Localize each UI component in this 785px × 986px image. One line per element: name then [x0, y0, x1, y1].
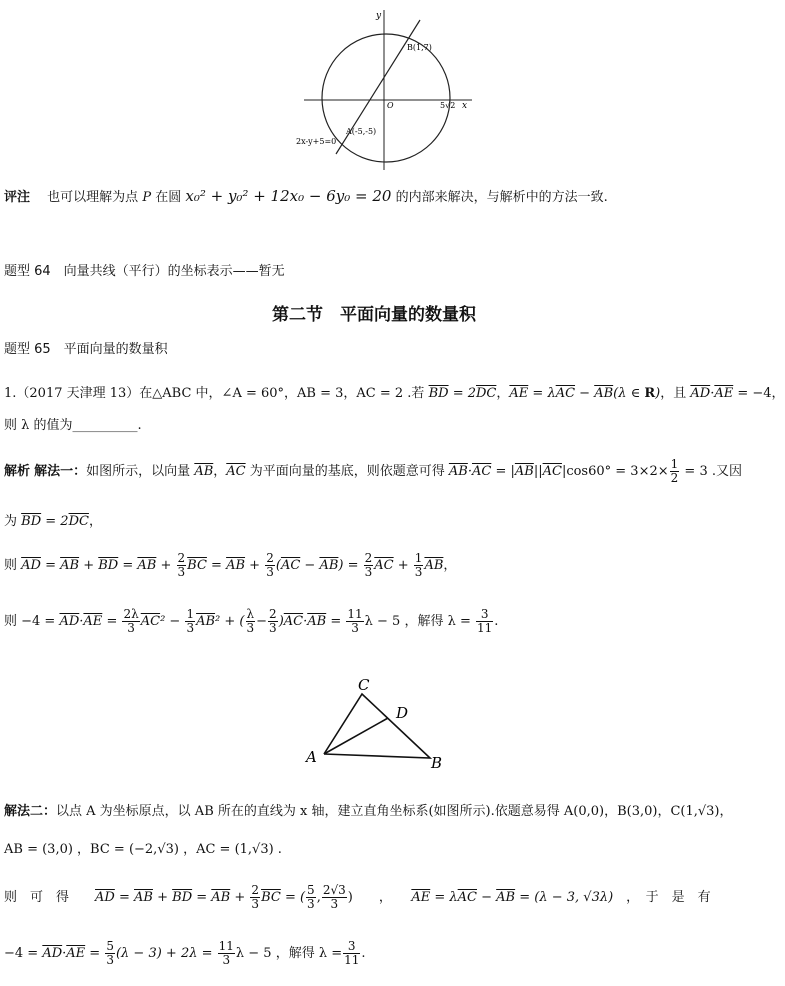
line-equation-label: 2x-y+5=0: [296, 137, 337, 146]
segment-ad: [324, 718, 388, 754]
problem-line1-pre: 1.（2017 天津理 13）在△ABC 中，∠A = 60°，AB = 3，AC = 2 .若: [4, 386, 429, 401]
y-axis-label: y: [376, 11, 382, 21]
solution2-line4: $-4 = \overline{AD}\cdot\overline{AE}$ = $\frac{5}{3}$ (λ − 3) + 2λ = $\frac{11}{3}$ λ − 5 ，解得 λ = $\frac{3}{11}$ .: [4, 939, 366, 967]
remark-text-pre: 也可以理解为点: [47, 190, 139, 205]
solution1-line1-pre: 如图所示，以向量: [86, 464, 195, 479]
solution1-line4-pre: 则 −4 =: [4, 614, 60, 629]
problem-vector-bd: $\overline{BD} = 2\overline{DC}$: [428, 386, 497, 401]
solution2-line2: AB = (3,0) ，BC = (−2,√3) ，AC = (1,√3) .: [4, 842, 282, 857]
solution1-line1-eq: cos60° = 3×2×: [566, 464, 669, 479]
solution2-line3: 则 可 得 $\overline{AD} = \overline{AB} + \overline{BD} = \overline{AB}$ + $\frac{2}{3}$ $\overline{BC}$ = ( $\frac{5}{3}$ , $\frac{2√3}{3}$ ) ， $\overline{AE} = \lambda\overline{AC} - \overline{AB} = (\lambda - 3$, √3λ) ， 于 是 有: [4, 883, 711, 911]
solution1-line3-pre: 则: [4, 558, 22, 573]
solution2-method: 解法二：: [4, 804, 57, 819]
remark-equation: x₀² + y₀² + 12x₀ − 6y₀ = 20: [185, 187, 392, 205]
remark-label: 评注: [4, 190, 31, 205]
solution1-line3: 则 $\overline{AD} = \overline{AB} + \overline{BD} = \overline{AB}$ + $\frac{2}{3}$ $\overline{BC} = \overline{AB}$ + $\frac{2}{3}$ $(\overline{AC} - \overline{AB})$ = $\frac{2}{3}$ $\overline{AC}$ + $\frac{1}{3}$ $\overline{AB}$，: [4, 551, 457, 579]
solution1-line1: 解析 解法一：如图所示，以向量 $\overline{AB}$，$\overline{AC}$ 为平面向量的基底，则依题意可得 $\overline{AB}\cdot\overline{AC} = |\overline{AB}||\overline{AC}|\cos 60^\circ = 3\times 2\times$ $\frac{1}{2}$ = 3 .又因: [4, 457, 742, 485]
vertex-c-label: C: [358, 676, 370, 694]
solution1-line4-post: λ − 5 ，解得 λ =: [364, 614, 475, 629]
solution1-line2-pre: 为: [4, 514, 22, 529]
solution2-line3-c: ， 于 是 有: [626, 890, 711, 905]
solution1-method: 解法一：: [34, 464, 87, 479]
triangle-abc: [324, 694, 430, 758]
triangle-figure: [300, 672, 450, 772]
remark-text-mid: 在圆: [155, 190, 182, 205]
point-a-label: A(-5,-5): [346, 127, 377, 136]
remark-var-p: P: [142, 190, 152, 205]
solution-label: 解析: [4, 464, 31, 479]
type64-heading: 题型 64 向量共线（平行）的坐标表示——暂无: [4, 264, 285, 279]
vertex-a-label: A: [306, 748, 317, 766]
solution2-line4-post: λ − 5 ，解得 λ =: [235, 946, 343, 961]
problem-vector-ae: $\overline{AE} = \lambda\overline{AC} - \overline{AB}(\lambda$ ∈ R): [509, 386, 661, 401]
circle: [322, 34, 450, 162]
section-title: 第二节 平面向量的数量积: [272, 305, 476, 325]
circle-coordinate-figure: [290, 4, 480, 174]
problem-line1-post: = −4，: [733, 386, 785, 401]
point-b-label: B(1,7): [407, 43, 432, 52]
solution1-line2: 为 $\overline{BD} = 2\overline{DC}$，: [4, 514, 102, 529]
solution1-line1-mid: 为平面向量的基底，则依题意可得: [245, 464, 449, 479]
point-d-label: D: [396, 704, 409, 722]
x-axis-label: x: [462, 101, 468, 111]
solution2-line3-a: 则 可 得: [4, 890, 70, 905]
solution2-line1: [4, 800, 733, 819]
problem-dot-product: $\overline{AD}\cdot\overline{AE}$: [690, 386, 734, 401]
type65-heading: 题型 65 平面向量的数量积: [4, 342, 168, 357]
problem-line1: 1.（2017 天津理 13）在△ABC 中，∠A = 60°，AB = 3，AC = 2 .若 $\overline{BD} = 2\overline{DC}$，$\overline{AE} = \lambda\overline{AC} - \overline{AB}(\lambda$ ∈ R)，且 $\overline{AD}\cdot\overline{AE} = -4$，: [4, 386, 785, 401]
origin-label: O: [387, 101, 394, 110]
problem-line1-mid: ，且: [660, 386, 691, 401]
problem-line2: 则 λ 的值为__________.: [4, 418, 142, 433]
solution1-line4: 则 $-4 = \overline{AD}\cdot\overline{AE}$ = $\frac{2\lambda}{3}$ $\overline{AC}^2$ − $\frac{1}{3}$ $\overline{AB}^2$ + ( $\frac{\lambda}{3}$ − $\frac{2}{3}$ )$\overline{AC}\cdot\overline{AB}$ = $\frac{11}{3}$ λ − 5 ，解得 λ = $\frac{3}{11}$ .: [4, 607, 499, 635]
solution2-line3-b: ，: [378, 890, 386, 905]
remark-text-post: 的内部来解决，与解析中的方法一致.: [395, 190, 608, 205]
solution2-line1-text: 以点 A 为坐标原点，以 AB 所在的直线为 x 轴，建立直角坐标系(如图所示).依题意易得 A(0,0)，B(3,0)，C(1,√3)，: [56, 804, 733, 819]
solution1-line1-post: = 3 .又因: [680, 464, 742, 479]
remark-line: [4, 186, 608, 205]
x-mark-label: 5√2: [440, 101, 456, 110]
vertex-b-label: B: [431, 754, 443, 772]
